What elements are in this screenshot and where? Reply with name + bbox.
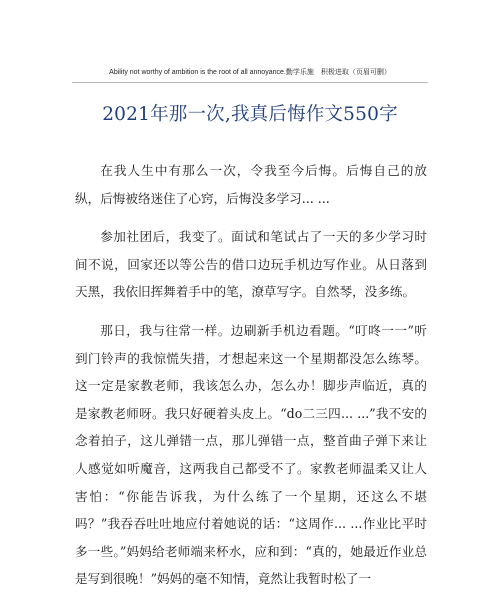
paragraph-3: 那日，我与往常一样。边刷新手机边看题。“叮咚一一”听到门铃声的我惊慌失措，才想起来这一个星期都没怎么练琴。这一定是家教老师，我该怎么办，怎么办！脚步声临近，真的是家教老师呀。我只好硬着头皮上。“do二三四... ...”我不安的念着拍子，这儿弹错一点，那儿弹错一点，整首曲子弹下来让人感觉如听魔音，这两我自己都受不了。家教老师温柔又让人害怕：“你能告诉我，为什么练了一个星期，还这么不堪吗？”我吞吞吐吐地应付着她说的话：“这周作... ...作业比平时多一些。”妈妈给老师端来杯水，应和到：“真的，她最近作业总是写到很晚！”妈妈的毫不知情，竟然让我暂时松了一 bbox=[75, 322, 427, 587]
page-header-text: Ability not worthy of ambition is the root of all annoyance.勤学乐施 积极进取（页眉可删） bbox=[109, 69, 391, 76]
paragraph-1: 在我人生中有那么一次，令我至今后悔。后悔自己的放纵，后悔被络迷住了心窍，后悔没多学习... ... bbox=[75, 163, 427, 206]
header-divider bbox=[72, 82, 428, 83]
document-body bbox=[75, 157, 427, 604]
document-title: 2021年那一次,我真后悔作文550字 bbox=[102, 104, 398, 125]
paragraph-2: 参加社团后，我变了。面试和笔试占了一天的多少学习时间不说，回家还以等公告的借口边玩手机边写作业。从日落到天黑，我依旧挥舞着手中的笔，潦草写字。自然琴，没多练。 bbox=[75, 229, 427, 300]
